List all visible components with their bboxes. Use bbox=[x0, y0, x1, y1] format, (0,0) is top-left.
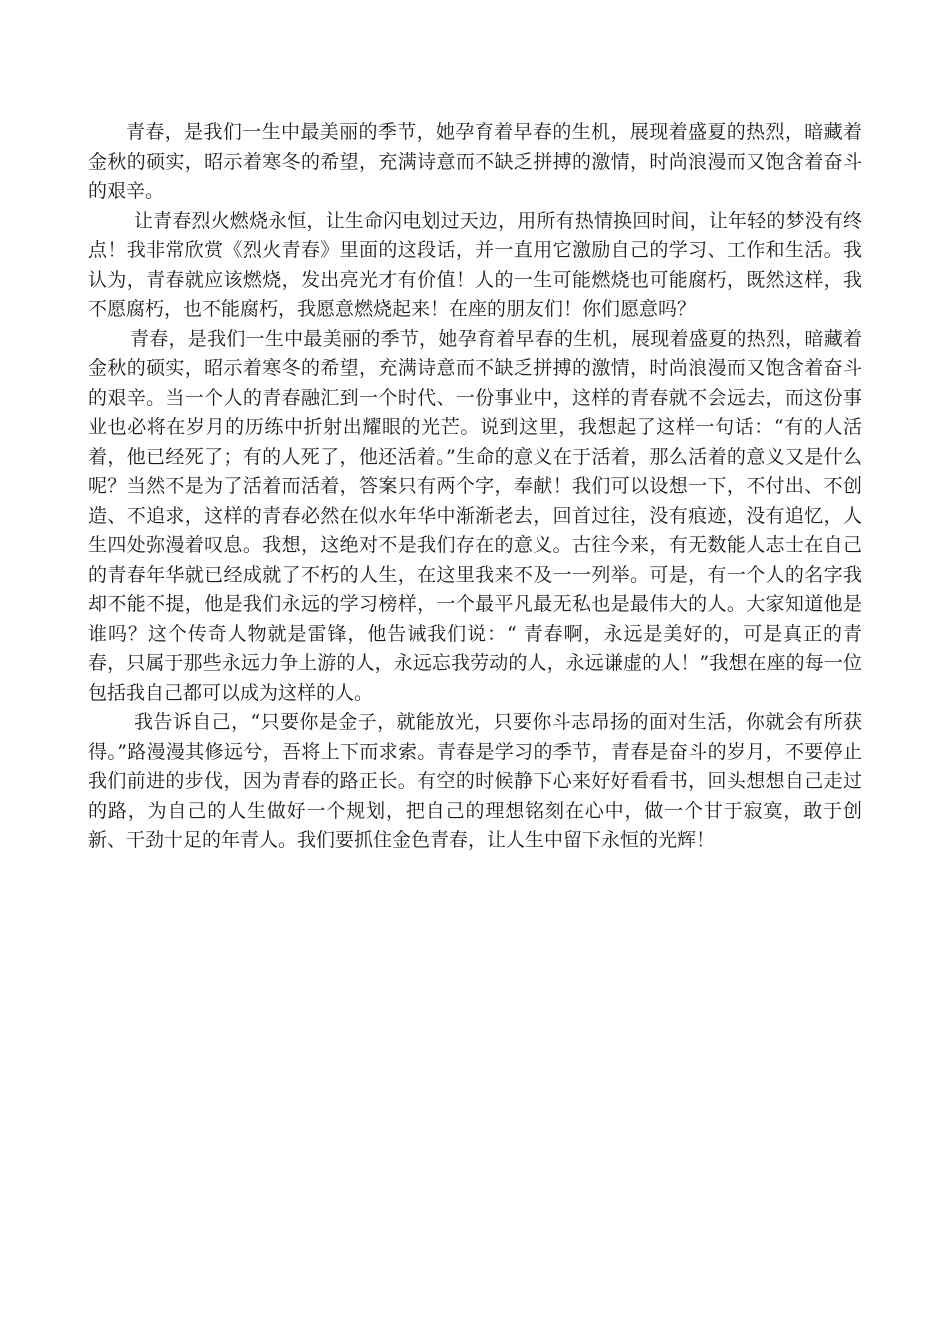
paragraph-2: 让青春烈火燃烧永恒，让生命闪电划过天边，用所有热情换回时间，让年轻的梦没有终点！我非常欣赏《烈火青春》里面的这段话，并一直用它激励自己的学习、工作和生活。我认为，青春就应该燃烧，发出亮光才有价值！人的一生可能燃烧也可能腐朽，既然这样，我不愿腐朽，也不能腐朽，我愿意燃烧起来！在座的朋友们！你们愿意吗？ bbox=[88, 209, 862, 320]
paragraph-3: 青春，是我们一生中最美丽的季节，她孕育着早春的生机，展现着盛夏的热烈，暗藏着金秋的硕实，昭示着寒冬的希望，充满诗意而不缺乏拼搏的激情，时尚浪漫而又饱含着奋斗的艰辛。当一个人的青春融汇到一个时代、一份事业中，这样的青春就不会远去，而这份事业也必将在岁月的历练中折射出耀眼的光芒。说到这里，我想起了这样一句话：“有的人活着，他已经死了；有的人死了，他还活着。”生命的意义在于活着，那么活着的意义又是什么呢？当然不是为了活着而活着，答案只有两个字，奉献！我们可以设想一下，不付出、不创造、不追求，这样的青春必然在似水年华中渐渐老去，回首过往，没有痕迹，没有追忆，人生四处弥漫着叹息。我想，这绝对不是我们存在的意义。古往今来，有无数能人志士在自己的青春年华就已经成就了不朽的人生，在这里我来不及一一列举。可是，有一个人的名字我却不能不提，他是我们永远的学习榜样，一个最平凡最无私也是最伟大的人。大家知道他是谁吗？这个传奇人物就是雷锋，他告诫我们说：“ 青春啊，永远是美好的，可是真正的青春，只属于那些永远力争上游的人，永远忘我劳动的人，永远谦虚的人！”我想在座的每一位包括我自己都可以成为这样的人。 bbox=[88, 327, 862, 704]
document-page bbox=[88, 118, 862, 856]
paragraph-1: 青春，是我们一生中最美丽的季节，她孕育着早春的生机，展现着盛夏的热烈，暗藏着金秋的硕实，昭示着寒冬的希望，充满诗意而不缺乏拼搏的激情，时尚浪漫而又饱含着奋斗的艰辛。 bbox=[88, 121, 862, 202]
paragraph-4: 我告诉自己，“只要你是金子，就能放光，只要你斗志昂扬的面对生活，你就会有所获得。”路漫漫其修远兮，吾将上下而求索。青春是学习的季节，青春是奋斗的岁月，不要停止我们前进的步伐，因为青春的路正长。有空的时候静下心来好好看看书，回头想想自己走过的路，为自己的人生做好一个规划，把自己的理想铭刻在心中，做一个甘于寂寞，敢于创新、干劲十足的年青人。我们要抓住金色青春，让人生中留下永恒的光辉！ bbox=[88, 711, 862, 851]
